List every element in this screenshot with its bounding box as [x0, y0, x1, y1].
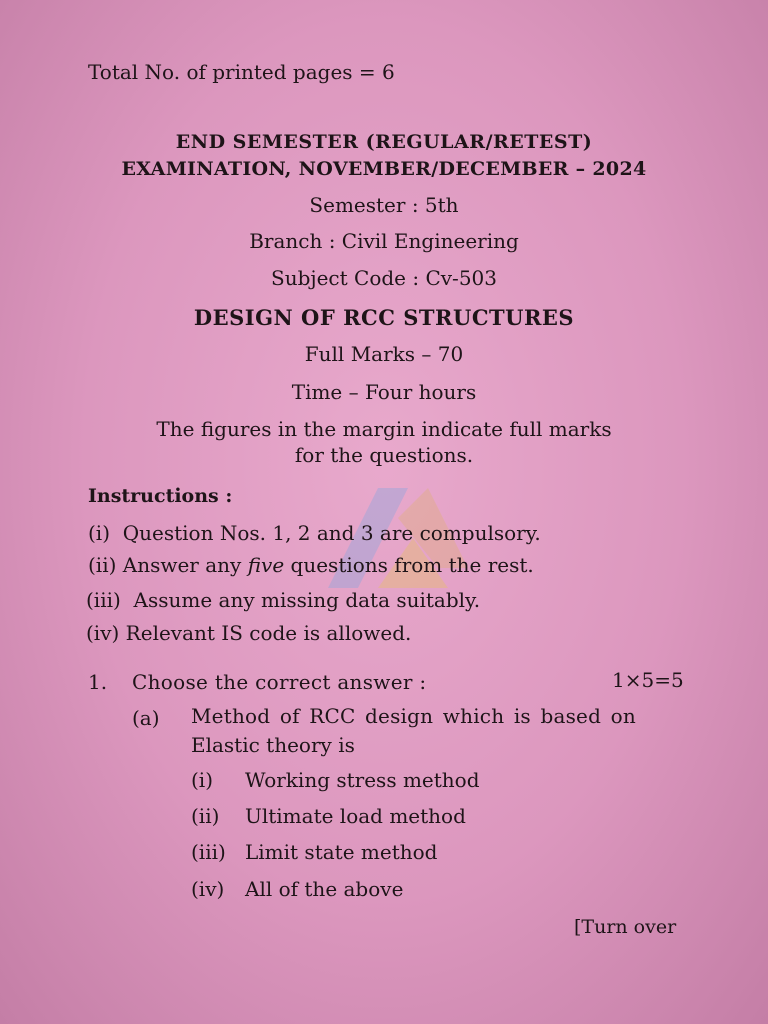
option-number: (iv)	[191, 877, 225, 901]
marks-note-line2: for the questions.	[294, 443, 474, 467]
part-text-line2: Elastic theory is	[191, 733, 355, 757]
instruction-text-pre: Answer any	[122, 553, 248, 577]
exam-title-line2: EXAMINATION, NOVEMBER/DECEMBER – 2024	[121, 158, 647, 180]
instructions-heading: Instructions :	[88, 485, 233, 507]
question-number: 1.	[88, 670, 108, 694]
instruction-number: (iii)	[86, 588, 121, 612]
semester: Semester : 5th	[309, 193, 459, 217]
part-label: (a)	[132, 706, 160, 730]
instruction-text: Question Nos. 1, 2 and 3 are compulsory.	[122, 521, 541, 545]
option-text: All of the above	[245, 877, 404, 901]
subject-code: Subject Code : Cv-503	[271, 266, 497, 290]
option-item	[191, 840, 437, 864]
instruction-text-post: questions from the rest.	[284, 553, 534, 577]
instruction-item	[88, 553, 534, 577]
turn-over: [Turn over	[574, 916, 677, 938]
question-text: Choose the correct answer :	[132, 670, 427, 694]
instruction-item	[86, 588, 480, 612]
option-text: Limit state method	[245, 840, 438, 864]
branch: Branch : Civil Engineering	[249, 229, 519, 253]
printed-pages: Total No. of printed pages = 6	[88, 60, 395, 84]
option-number: (iii)	[191, 840, 226, 864]
question-marks: 1×5=5	[612, 668, 684, 692]
instruction-number: (iv)	[86, 621, 120, 645]
instruction-number: (i)	[88, 521, 111, 545]
option-item	[191, 804, 466, 828]
instruction-number: (ii)	[88, 553, 117, 577]
instruction-emphasis: five	[247, 553, 285, 577]
instruction-text: Assume any missing data suitably.	[133, 588, 481, 612]
instruction-item	[86, 621, 411, 645]
option-text: Working stress method	[245, 768, 480, 792]
option-text: Ultimate load method	[245, 804, 466, 828]
marks-note-line1: The figures in the margin indicate full marks	[156, 417, 612, 441]
time: Time – Four hours	[291, 380, 477, 404]
paper-title: DESIGN OF RCC STRUCTURES	[193, 305, 575, 330]
option-number: (i)	[191, 768, 214, 792]
instruction-item	[88, 521, 541, 545]
option-item	[191, 768, 480, 792]
exam-title-line1: END SEMESTER (REGULAR/RETEST)	[175, 131, 593, 153]
full-marks: Full Marks – 70	[304, 342, 464, 366]
part-text-line1: Method of RCC design which is based on	[191, 704, 636, 728]
instruction-text: Relevant IS code is allowed.	[125, 621, 412, 645]
option-number: (ii)	[191, 804, 220, 828]
option-item	[191, 877, 403, 901]
